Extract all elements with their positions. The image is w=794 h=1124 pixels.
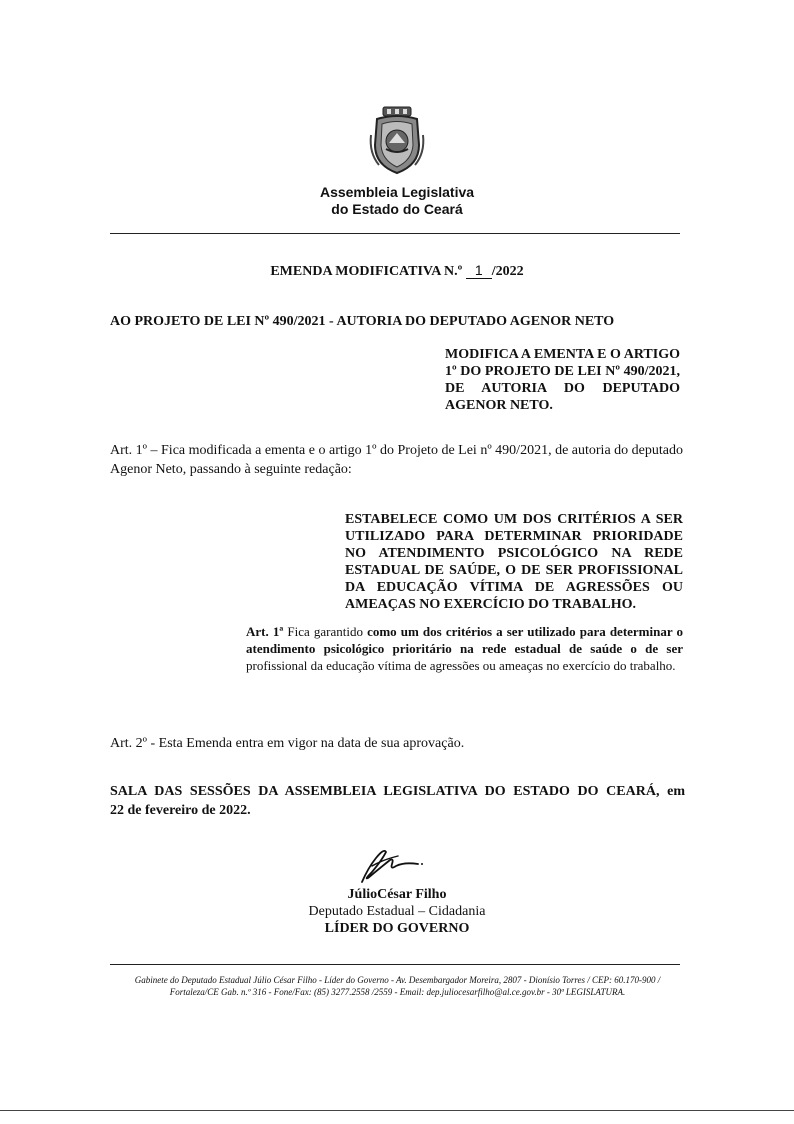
handwritten-signature <box>342 838 432 888</box>
page-edge-line <box>0 1110 794 1111</box>
title-prefix: EMENDA MODIFICATIVA N.º <box>270 264 463 279</box>
footer-divider <box>110 964 680 965</box>
document-title <box>0 262 794 280</box>
bill-reference: AO PROJETO DE LEI Nº 490/2021 - AUTORIA DO DEPUTADO AGENOR NETO <box>110 314 615 329</box>
institution-name-line2: do Estado do Ceará <box>331 201 463 217</box>
footer-line1: Gabinete do Deputado Estadual Júlio César Filho - Líder do Governo - Av. Desembargador Moreira, 2807 - Dionísio Torres / CEP: 60.170-900 / <box>134 975 661 985</box>
title-suffix: /2022 <box>491 264 524 279</box>
new-article-1-text-c: profissional da educação vítima de agressões ou ameaças no exercício do trabalho. <box>246 658 676 673</box>
new-article-1 <box>246 623 683 674</box>
new-article-1-label: Art. 1ª <box>246 624 284 639</box>
amendment-number: 1 <box>466 262 492 279</box>
new-article-1-text-a: Fica garantido <box>287 624 363 639</box>
closing-date: 22 de fevereiro de 2022. <box>110 803 251 818</box>
coat-of-arms-emblem <box>367 105 427 177</box>
header-divider <box>110 233 680 234</box>
closing-statement <box>110 782 685 820</box>
closing-line1: SALA DAS SESSÕES DA ASSEMBLEIA LEGISLATIVA DO ESTADO DO CEARÁ, em <box>110 784 685 799</box>
article-1-intro: Art. 1º – Fica modificada a ementa e o artigo 1º do Projeto de Lei nº 490/2021, de autoria do deputado Agenor Neto, passando à seguinte redação: <box>110 443 683 477</box>
signatory-role: Deputado Estadual – Cidadania <box>308 904 486 919</box>
institution-name-line1: Assembleia Legislativa <box>319 184 475 200</box>
new-ementa-text: ESTABELECE COMO UM DOS CRITÉRIOS A SER UTILIZADO PARA DETERMINAR PRIORIDADE NO ATENDIMENTO PSICOLÓGICO NA REDE ESTADUAL DE SAÚDE, O DE SER PROFISSIONAL DA EDUCAÇÃO VÍTIMA DE AGRESSÕES OU AMEAÇAS NO EXERCÍCIO DO TRABALHO. <box>345 512 683 612</box>
article-2: Art. 2º - Esta Emenda entra em vigor na data de sua aprovação. <box>110 736 465 751</box>
new-article-1-text-b: como um dos critérios a ser utilizado para determinar o atendimento psicológico prioritário na rede estadual de saúde o de ser <box>246 624 683 656</box>
footer-line2: Fortaleza/CE Gab. n.º 316 - Fone/Fax: (85) 3277.2558 /2559 - Email: dep.juliocesarfilho@al.ce.gov.br - 30ª LEGISLATURA. <box>169 987 626 997</box>
signatory-position: LÍDER DO GOVERNO <box>324 921 470 936</box>
amendment-summary: MODIFICA A EMENTA E O ARTIGO 1º DO PROJETO DE LEI Nº 490/2021, DE AUTORIA DO DEPUTADO AGENOR NETO. <box>445 347 680 413</box>
signatory-name: JúlioCésar Filho <box>347 887 447 902</box>
footer-contact <box>110 974 685 998</box>
signature-block <box>247 886 547 937</box>
